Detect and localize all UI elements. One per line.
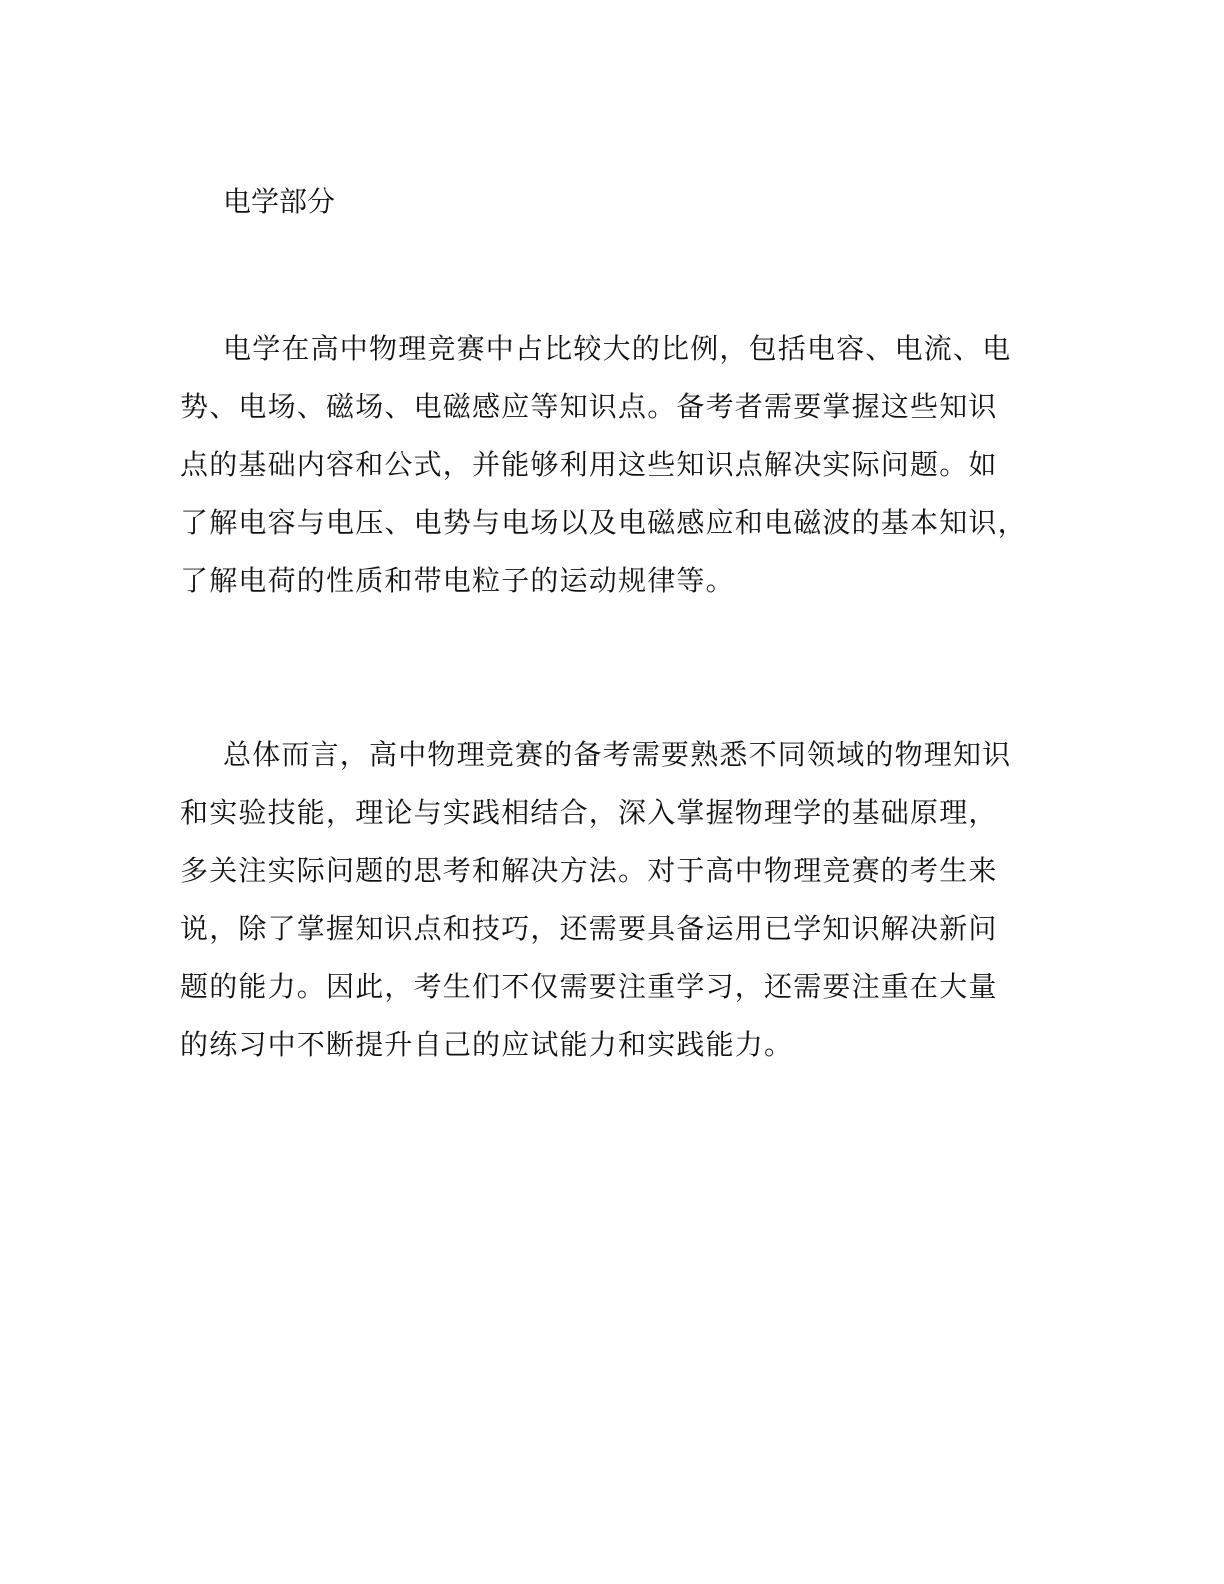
paragraph-summary xyxy=(180,726,1048,1074)
document-content xyxy=(180,185,1048,1074)
section-heading: 电学部分 xyxy=(223,185,336,218)
paragraph-line: 总体而言，高中物理竞赛的备考需要熟悉不同领域的物理知识 xyxy=(223,738,1012,771)
paragraph-line: 多关注实际问题的思考和解决方法。对于高中物理竞赛的考生来 xyxy=(180,854,998,887)
paragraph-line: 了解电容与电压、电势与电场以及电磁感应和电磁波的基本知识， xyxy=(180,506,1027,539)
paragraph-spacing xyxy=(180,610,1048,726)
paragraph-line: 和实验技能，理论与实践相结合，深入掌握物理学的基础原理， xyxy=(180,796,998,829)
paragraph-electricity xyxy=(180,320,1048,610)
paragraph-line: 点的基础内容和公式，并能够利用这些知识点解决实际问题。如 xyxy=(180,448,998,481)
paragraph-line: 说，除了掌握知识点和技巧，还需要具备运用已学知识解决新问 xyxy=(180,912,998,945)
paragraph-line: 势、电场、磁场、电磁感应等知识点。备考者需要掌握这些知识 xyxy=(180,390,998,423)
paragraph-line: 的练习中不断提升自己的应试能力和实践能力。 xyxy=(180,1028,794,1061)
paragraph-line: 电学在高中物理竞赛中占比较大的比例，包括电容、电流、电 xyxy=(223,332,1012,365)
paragraph-line: 题的能力。因此，考生们不仅需要注重学习，还需要注重在大量 xyxy=(180,970,998,1003)
paragraph-line: 了解电荷的性质和带电粒子的运动规律等。 xyxy=(180,564,735,597)
